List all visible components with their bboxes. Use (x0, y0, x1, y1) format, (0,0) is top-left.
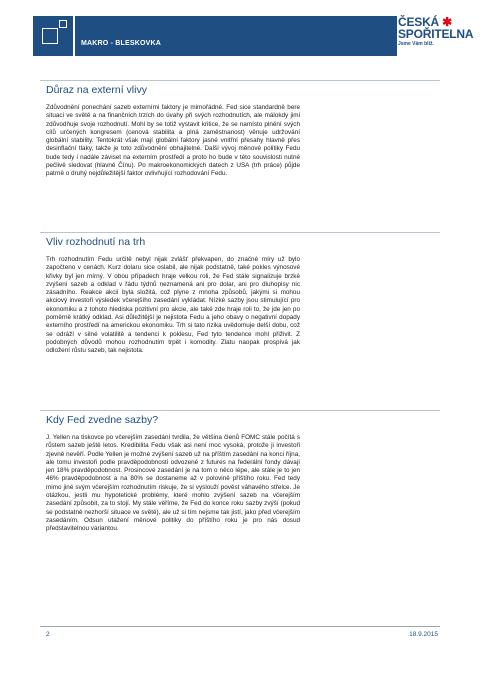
page-number: 2 (46, 631, 50, 638)
brand-name-line1: ČESKÁ (398, 15, 440, 29)
section-divider (40, 80, 440, 81)
section-heading: Důraz na externí vlivy (46, 84, 147, 96)
report-series-title: MAKRO - BLESKOVKA (81, 40, 162, 47)
bank-logo (398, 15, 474, 47)
section-divider (40, 232, 440, 233)
header-bar (33, 16, 397, 56)
report-date: 18.9.2015 (409, 631, 438, 638)
bank-star-icon: ✱ (442, 15, 453, 29)
section-paragraph: J. Yellen na tiskovce po včerejším zasedání tvrdila, že většina členů FOMC stále počítá s růstem sazeb ještě letos. Kredibilita Fedu však asi není moc vysoká, protože ji investoři zjevně nevěří. Podle Yellen je možné zvýšení sazeb už na příštím zasedání na konci října, ale tomu investoři podle pravděpodobnosti odvozené z futures na federální fondy dávají jen 18% pravděpodobnost. Prosincové zasedání je na tom o něco lépe, ale stále je to jen 46% pravděpodobnost a na 80% se dostaneme až v polovině příštího roku. Fed tedy mimo jiné svým včerejším rozhodnutím riskuje, že si vyslouží pověst váhavého střelce. Je otázkou, jestli mu hypotetické problémy, které mohlo zvýšení sazeb na včerejším zasedání způsobit, za to stojí. My stále věříme, že Fed do konce roku sazby zvýší (pokud se podstatně nezhorší situace ve světě), ale už si tím nejsme tak jistí, jako před včerejším zasedáním. Odsun utažení měnové politiky do příštího roku je pro nás dosud představitelnou variantou. (46, 434, 300, 533)
section-divider (40, 410, 440, 411)
section-paragraph: Trh rozhodnutím Fedu určitě nebyl nijak zvlášť překvapen, do značné míry už bylo započteno v cenách. Kurz dolaru sice oslabil, ale nijak podstatně, také pokles výnosové křivky byl jen mírný. V obou případech hraje velkou roli, že Fed stále signalizuje brzké zvýšení sazeb a odklad v řádu týdnů neznamená ani pro dolar, ani pro dluhopisy nic zásadního. Reakce akcií byla složitá, což plyne z mnoha způsobů, jakými si mohou akciový investoři výsledek včerejšího zasedání vykládat. Nízké sazby jsou stimulující pro ekonomiku a z tohoto hlediska pozitivní pro akcie, ale také zde hraje roli to, že jde jen po poměrně krátký odklad. Asi důležitější je nejistota Fedu a jeho obavy o negativní dopady externího prostředí na americkou ekonomiku. Trh si tato rizika uvědomuje delší dobu, což se odráží v silné volatilitě a tendenci k poklesu, Fed tyto tendence mohl přiživit. Z podobných důvodů mohou rozhodnutím trpět i komodity. Zlatu naopak prospívá jak odložení růstu sazeb, tak nejistota. (46, 256, 300, 355)
brand-name-line2: SPOŘITELNA (398, 27, 474, 41)
section-heading: Vliv rozhodnutí na trh (46, 236, 146, 248)
footer-divider (40, 626, 440, 627)
section-paragraph: Zdůvodnění ponechání sazeb externími faktory je mimořádné. Fed sice standardně bere situaci ve světě a na finančních trzích do úvahy při svých rozhodnutích, ale málokdy jimi zdůvodňuje svoje rozhodnutí. Mohl by se totiž vystavit kritice, že se namísto plnění svých cílů určených kongresem (cenová stabilita a plná zaměstnanost) věnuje udržování globální stability. Tentokrát však mají globální faktory jasné vnitřní přesahy hlavně přes desinflační tlaky, takže je toto zdůvodnění obhajitelné. Další vývoj měnové politiky Fedu bude tedy i nadále záviset na externím prostředí a proto ho bude v této souvislosti nutné pečlivě sledovat (hlavně Čínu). Po makroekonomických datech z USA (trh práce) půjde patrně o druhý nejdůležitější faktor ovlivňující rozhodování Fedu. (46, 104, 300, 178)
report-logo-icon (33, 16, 75, 56)
brand-tagline: Jsme Vám blíž. (398, 41, 434, 47)
section-heading: Kdy Fed zvedne sazby? (46, 414, 159, 426)
